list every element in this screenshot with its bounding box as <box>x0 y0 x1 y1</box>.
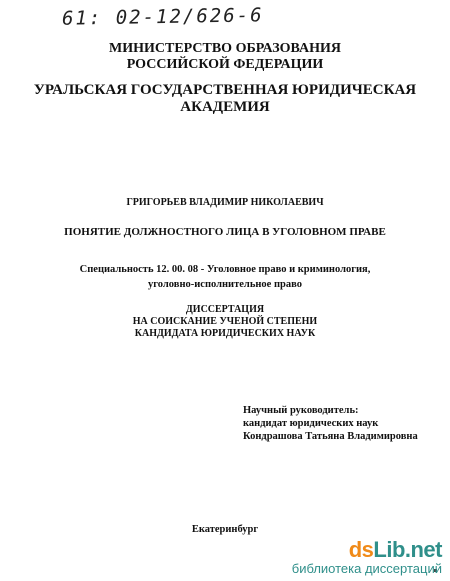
watermark-subtitle: библиотека диссертаций <box>291 561 442 576</box>
ministry-line-1: МИНИСТЕРСТВО ОБРАЗОВАНИЯ <box>109 41 341 56</box>
supervisor-line-3: Кондрашова Татьяна Владимировна <box>243 431 418 442</box>
dissertation-title: ПОНЯТИЕ ДОЛЖНОСТНОГО ЛИЦА В УГОЛОВНОМ ПРАВЕ <box>64 226 386 238</box>
dslib-watermark <box>292 539 442 577</box>
degree-line-3: КАНДИДАТА ЮРИДИЧЕСКИХ НАУК <box>134 328 316 339</box>
degree-block <box>0 304 450 340</box>
supervisor-block <box>243 404 418 443</box>
handwritten-archive-code: 61: 02-12/626-6 <box>61 4 264 30</box>
specialty-line-1: Специальность 12. 00. 08 - Уголовное право и криминология, <box>79 264 371 275</box>
academy-line-1: УРАЛЬСКАЯ ГОСУДАРСТВЕННАЯ ЮРИДИЧЕСКАЯ <box>33 82 417 98</box>
supervisor-line-2: кандидат юридических наук <box>243 418 379 429</box>
author-name: ГРИГОРЬЕВ ВЛАДИМИР НИКОЛАЕВИЧ <box>126 197 324 208</box>
supervisor-line-1: Научный руководитель: <box>243 405 359 416</box>
watermark-logo-ds: ds <box>348 537 374 562</box>
degree-line-2: НА СОИСКАНИЕ УЧЕНОЙ СТЕПЕНИ <box>132 316 318 327</box>
specialty-block <box>0 262 450 292</box>
ministry-line-2: РОССИЙСКОЙ ФЕДЕРАЦИИ <box>126 57 324 72</box>
watermark-logo-rest: Lib.net <box>373 537 442 562</box>
specialty-line-2: уголовно-исполнительное право <box>148 279 302 290</box>
ministry-heading <box>0 41 450 73</box>
academy-line-2: АКАДЕМИЯ <box>180 99 270 115</box>
degree-line-1: ДИССЕРТАЦИЯ <box>185 304 265 315</box>
academy-heading <box>0 82 450 116</box>
city-name: Екатеринбург <box>191 524 259 535</box>
watermark-logo <box>292 539 442 561</box>
